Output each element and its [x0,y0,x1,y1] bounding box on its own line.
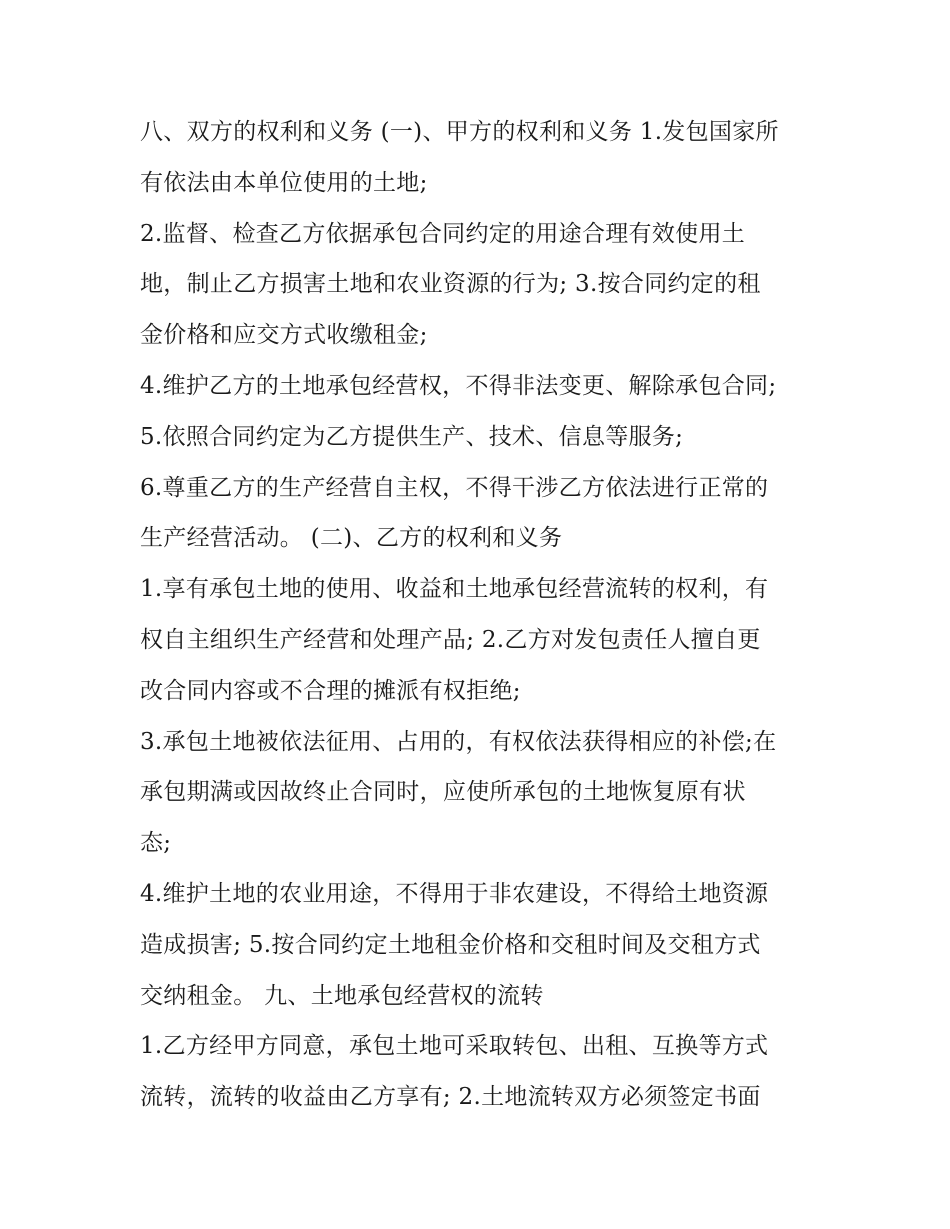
text-line: 八、双方的权利和义务 (一)、甲方的权利和义务 1.发包国家所 [140,119,779,145]
text-line: 改合同内容或不合理的摊派有权拒绝; [140,677,521,704]
text-line: 3.承包土地被依法征用、占用的，有权依法获得相应的补偿;在 [140,728,777,755]
text-line: 4.维护乙方的土地承包经营权，不得非法变更、解除承包合同; [140,372,777,399]
text-line: 1.乙方经甲方同意，承包土地可采取转包、出租、互换等方式 [140,1033,769,1060]
text-line: 有依法由本单位使用的土地; [140,169,428,196]
document-body [140,107,820,1123]
text-line: 承包期满或因故终止合同时，应使所承包的土地恢复原有状 [140,779,746,806]
text-line: 造成损害; 5.按合同约定土地租金价格和交租时间及交租方式 [140,931,761,958]
text-line: 流转，流转的收益由乙方享有; 2.土地流转双方必须签定书面 [140,1084,761,1111]
text-line: 交纳租金。 九、土地承包经营权的流转 [140,982,544,1009]
text-line: 1.享有承包土地的使用、收益和土地承包经营流转的权利，有 [140,576,769,603]
text-line: 2.监督、检查乙方依据承包合同约定的用途合理有效使用土 [140,220,746,247]
text-line: 6.尊重乙方的生产经营自主权，不得干涉乙方依法进行正常的 [140,474,769,501]
text-line: 权自主组织生产经营和处理产品; 2.乙方对发包责任人擅自更 [140,626,761,653]
text-line: 4.维护土地的农业用途，不得用于非农建设，不得给土地资源 [140,880,769,907]
text-line: 地，制止乙方损害土地和农业资源的行为; 3.按合同约定的租 [140,271,761,298]
text-line: 生产经营活动。 (二)、乙方的权利和义务 [140,525,563,552]
text-line: 5.依照合同约定为乙方提供生产、技术、信息等服务; [140,423,684,450]
text-line: 金价格和应交方式收缴租金; [140,322,428,349]
text-line: 态; [140,830,172,857]
